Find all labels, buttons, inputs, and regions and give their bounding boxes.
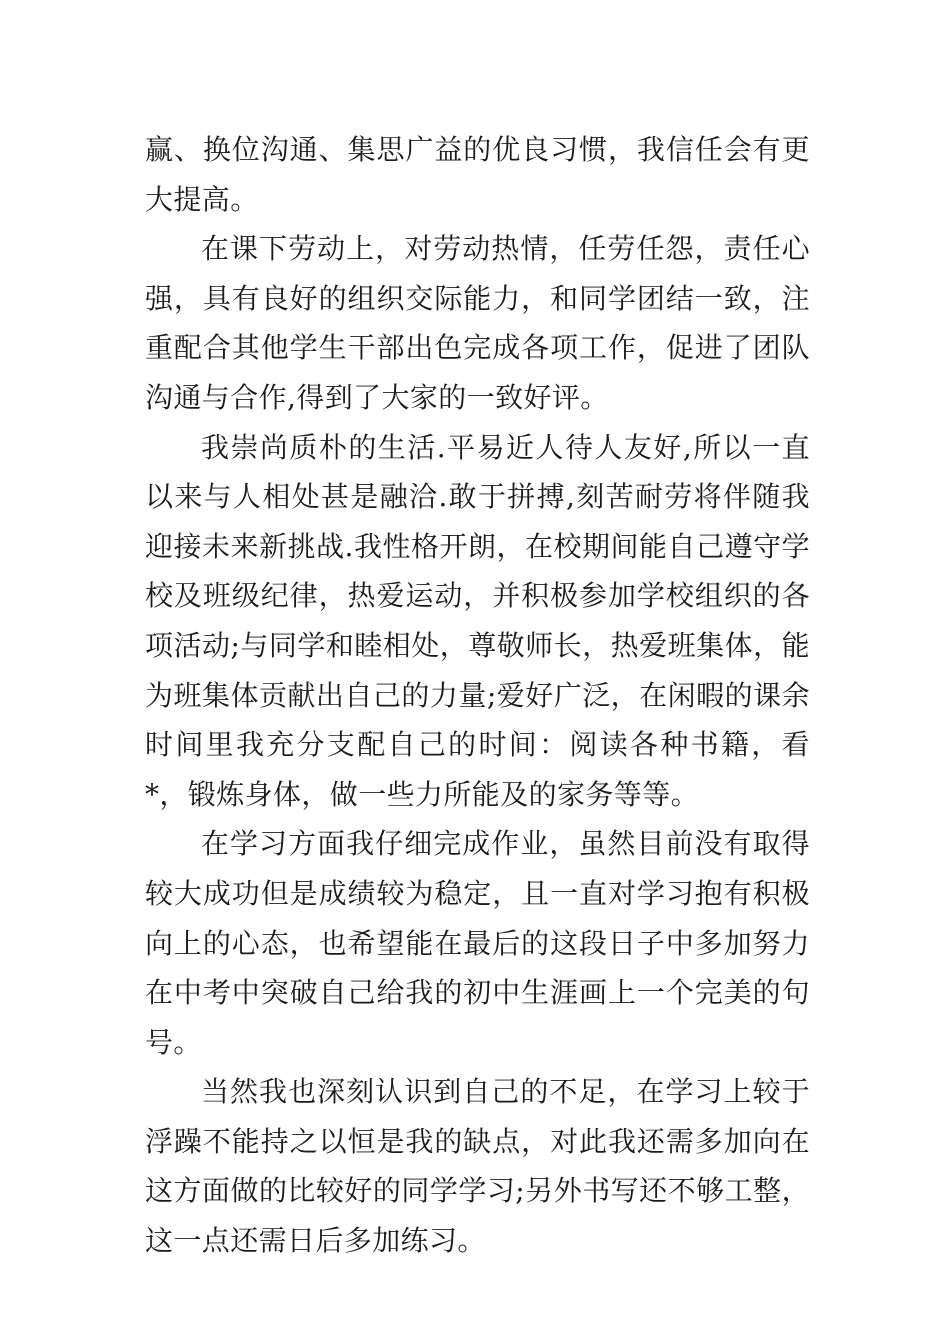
paragraph-shortcomings: 当然我也深刻认识到自己的不足，在学习上较于浮躁不能持之以恒是我的缺点，对此我还需多加向在这方面做的比较好的同学学习;另外书写还不够工整，这一点还需日后多加练习。 (145, 1075, 810, 1258)
paragraph-character: 我崇尚质朴的生活.平易近人待人友好,所以一直以来与人相处甚是融洽.敢于拼搏,刻苦耐劳将伴随我迎接未来新挑战.我性格开朗，在校期间能自己遵守学校及班级纪律，热爱运动，并积极参加学校组织的各项活动;与同学和睦相处，尊敬师长，热爱班集体，能为班集体贡献出自己的力量;爱好广泛，在闲暇的课余时间里我充分支配自己的时间：阅读各种书籍，看*，锻炼身体，做一些力所能及的家务等等。 (145, 430, 810, 811)
paragraph-study: 在学习方面我仔细完成作业，虽然目前没有取得较大成功但是成绩较为稳定，且一直对学习抱有积极向上的心态，也希望能在最后的这段日子中多加努力在中考中突破自己给我的初中生涯画上一个完美的句号。 (145, 827, 810, 1059)
document-body (145, 125, 810, 1266)
paragraph-continuation: 赢、换位沟通、集思广益的优良习惯，我信任会有更大提高。 (145, 133, 810, 216)
paragraph-labor: 在课下劳动上，对劳动热情，任劳任怨，责任心强，具有良好的组织交际能力，和同学团结一致，注重配合其他学生干部出色完成各项工作，促进了团队沟通与合作,得到了大家的一致好评。 (145, 232, 810, 414)
